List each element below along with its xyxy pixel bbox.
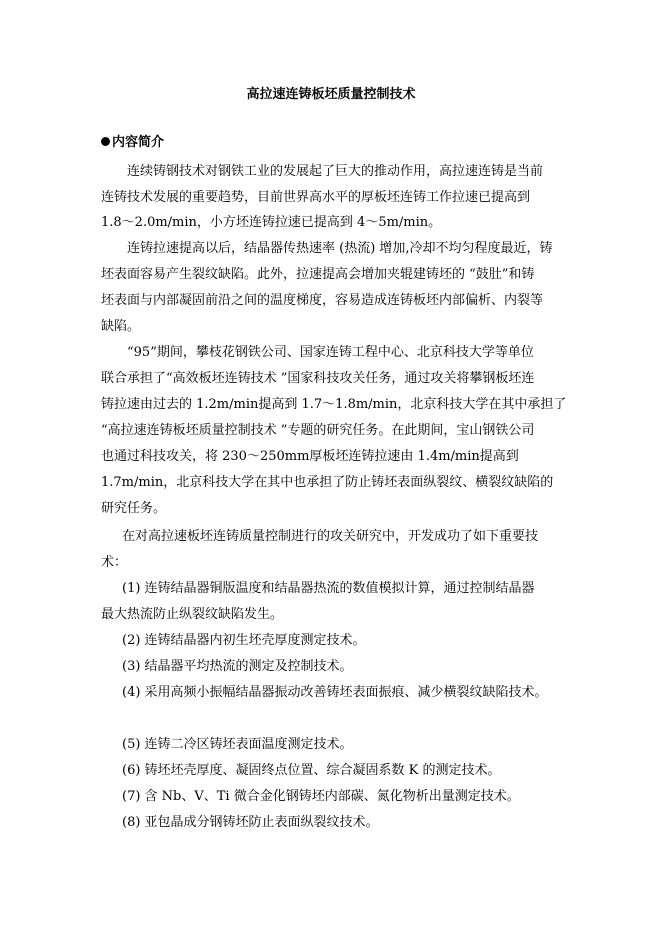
text-line: 在对高拉速板坯连铸质量控制进行的攻关研究中，开发成功了如下重要技 bbox=[122, 529, 539, 544]
text-line: 缺陷。 bbox=[101, 319, 141, 334]
text-line: 联合承担了“高效板坯连铸技术 ”国家科技攻关任务，通过攻关将攀钢板坯连 bbox=[101, 371, 535, 386]
text-line: 术： bbox=[101, 555, 128, 570]
list-item-1: (1) 连铸结晶器铜版温度和结晶器热流的数值模拟计算，通过控制结晶器 bbox=[122, 581, 535, 596]
text-line: “95”期间，攀枝花钢铁公司、国家连铸工程中心、北京科技大学等单位 bbox=[127, 345, 534, 360]
list-item-4: (4) 采用高频小振幅结晶器振动改善铸坯表面振痕、减少横裂纹缺陷技术。 bbox=[122, 685, 548, 700]
text-line: 也通过科技攻关，将 230～250mm厚板坯连铸拉速由 1.4m/min提高到 bbox=[101, 449, 519, 464]
list-item-8: (8) 亚包晶成分钢铸坯防止表面纵裂纹技术。 bbox=[122, 815, 379, 830]
text-line: 坯表面容易产生裂纹缺陷。此外，拉速提高会增加夹辊建铸坯的 “鼓肚”和铸 bbox=[101, 267, 535, 282]
text-line: 连铸拉速提高以后，结晶器传热速率 (热流) 增加,冷却不均匀程度最近，铸 bbox=[127, 241, 553, 256]
list-item-2: (2) 连铸结晶器内初生坯壳厚度测定技术。 bbox=[122, 633, 366, 648]
text-line: 最大热流防止纵裂纹缺陷发生。 bbox=[101, 607, 284, 622]
text-line: 连续铸钢技术对钢铁工业的发展起了巨大的推动作用，高拉速连铸是当前 bbox=[127, 164, 544, 179]
section-heading-text: 内容简介 bbox=[112, 135, 165, 150]
bullet-icon bbox=[101, 137, 110, 146]
text-line: 坯表面与内部凝固前沿之间的温度梯度，容易造成连铸板坯内部偏析、内裂等 bbox=[101, 293, 544, 308]
text-line: 研究任务。 bbox=[101, 501, 167, 516]
text-line: 连铸技术发展的重要趋势，目前世界高水平的厚板坯连铸工作拉速已提高到 bbox=[101, 190, 531, 205]
list-item-3: (3) 结晶器平均热流的测定及控制技术。 bbox=[122, 659, 353, 674]
document-title: 高拉速连铸板坯质量控制技术 bbox=[246, 87, 416, 102]
list-item-6: (6) 铸坯坯壳厚度、凝固终点位置、综合凝固系数 K 的测定技术。 bbox=[122, 763, 501, 778]
list-item-7: (7) 含 Nb、V、Ti 微合金化钢铸坯内部碳、氮化物析出量测定技术。 bbox=[122, 789, 520, 804]
list-item-5: (5) 连铸二冷区铸坯表面温度测定技术。 bbox=[122, 737, 353, 752]
text-line: 1.8～2.0m/min，小方坯连铸拉速已提高到 4～5m/min。 bbox=[101, 215, 442, 230]
text-line: 铸拉速由过去的 1.2m/min提高到 1.7～1.8m/min，北京科技大学在其中承担了 bbox=[101, 397, 567, 412]
text-line: 1.7m/min，北京科技大学在其中也承担了防止铸坯表面纵裂纹、横裂纹缺陷的 bbox=[101, 475, 554, 490]
text-line: “高拉速连铸板坯质量控制技术 ”专题的研究任务。在此期间，宝山钢铁公司 bbox=[101, 423, 535, 438]
section-heading bbox=[101, 134, 164, 152]
